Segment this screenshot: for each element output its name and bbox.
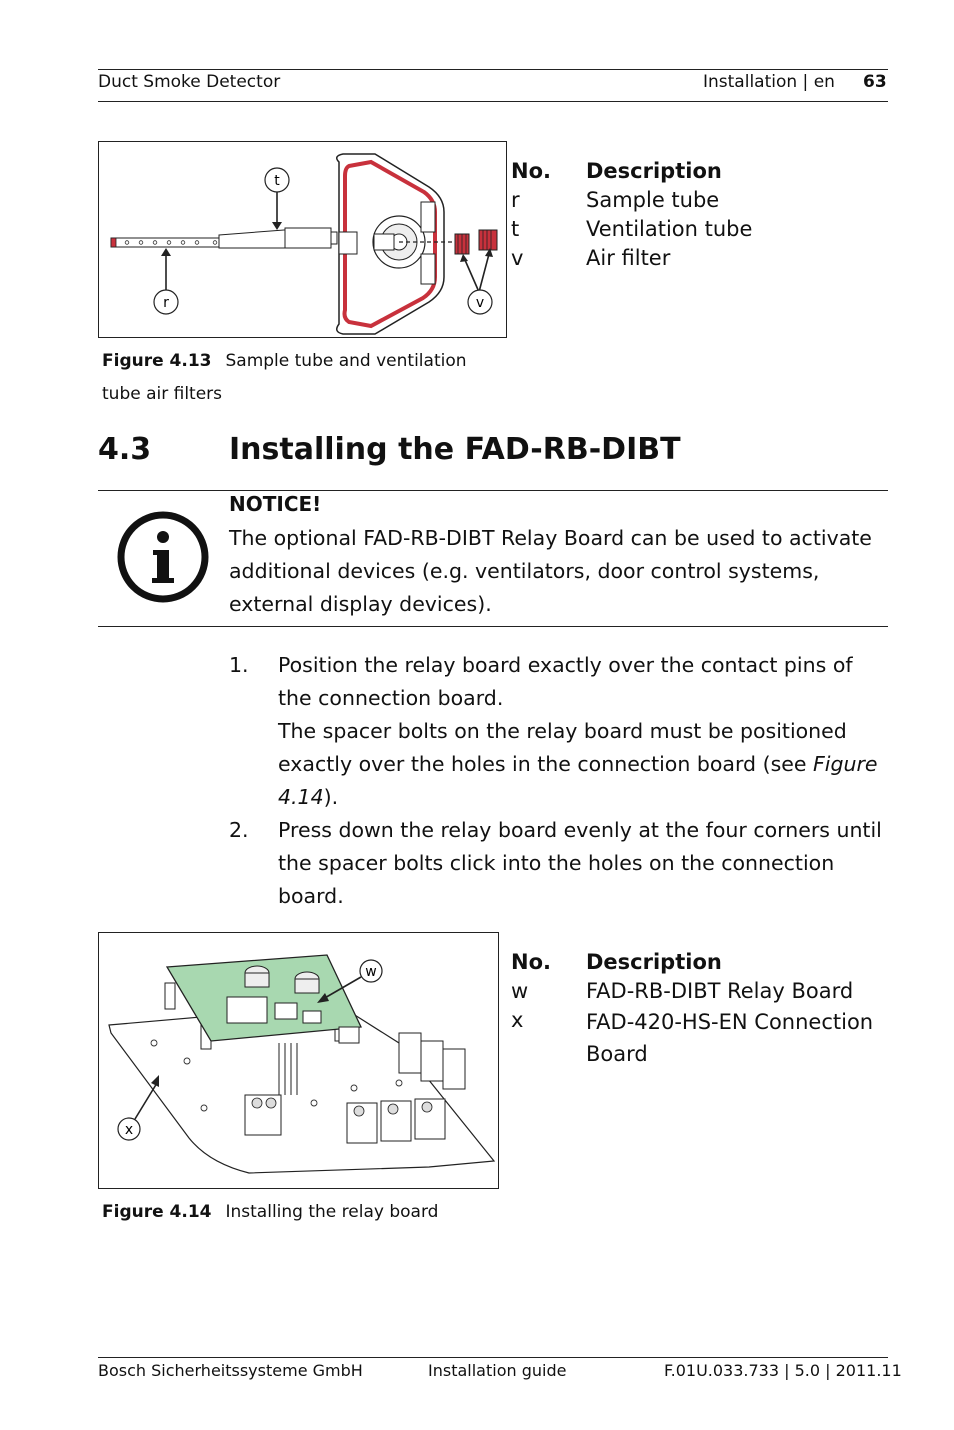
- figure-4-13-image: [98, 141, 507, 338]
- figure-4-14-caption: [102, 1196, 502, 1229]
- header-bottom-rule: [98, 101, 888, 102]
- figure-4-13-legend: [511, 157, 886, 273]
- notice-title: NOTICE!: [229, 492, 322, 516]
- legend-row: [511, 1006, 886, 1070]
- figure-4-14-image: [98, 932, 499, 1189]
- legend-col-no: No.: [511, 159, 551, 183]
- page-number: 63: [863, 72, 887, 92]
- step-note-end: ).: [323, 785, 339, 809]
- legend-row: [511, 215, 886, 244]
- notice-bottom-rule: [98, 626, 888, 627]
- header-section: Installation | en: [703, 72, 835, 92]
- legend-col-desc: Description: [586, 950, 722, 974]
- step-note-text: The spacer bolts on the relay board must be positioned exactly over the holes in the connection board (see: [278, 719, 847, 776]
- callout-w: w: [365, 964, 377, 980]
- steps-list: [229, 649, 889, 913]
- relay-board-illustration: [99, 933, 498, 1188]
- caption-text: Sample tube and ventilation: [225, 351, 467, 371]
- footer-company: Bosch Sicherheitssysteme GmbH: [98, 1361, 363, 1380]
- sample-tube-illustration: [99, 142, 506, 337]
- legend-no: t: [511, 217, 520, 241]
- callout-v: v: [475, 295, 485, 311]
- callout-x: x: [124, 1122, 134, 1138]
- legend-no: v: [511, 246, 524, 270]
- legend-desc: FAD-RB-DIBT Relay Board: [586, 979, 854, 1003]
- legend-col-no: No.: [511, 950, 551, 974]
- step-text: Press down the relay board evenly at the four corners until the spacer bolts click into the holes on the connection board.: [278, 818, 882, 908]
- legend-row: [511, 186, 886, 215]
- step-number: 1.: [229, 653, 249, 677]
- legend-desc: FAD-420-HS-EN Connection Board: [586, 1010, 874, 1066]
- info-icon: [116, 510, 210, 604]
- caption-text-cont: tube air filters: [102, 384, 223, 404]
- callout-t: t: [274, 173, 280, 189]
- footer-doc-ref: F.01U.033.733 | 5.0 | 2011.11: [664, 1361, 902, 1380]
- legend-desc: Ventilation tube: [586, 217, 753, 241]
- legend-desc: Sample tube: [586, 188, 720, 212]
- legend-no: r: [511, 188, 520, 212]
- legend-row: [511, 977, 886, 1006]
- legend-row: [511, 244, 886, 273]
- legend-no: x: [511, 1008, 524, 1032]
- legend-desc: Air filter: [586, 246, 671, 270]
- footer-doc-type: Installation guide: [428, 1361, 567, 1380]
- notice-top-rule: [98, 490, 888, 491]
- section-title: Installing the FAD-RB-DIBT: [229, 432, 681, 467]
- notice-text: The optional FAD-RB-DIBT Relay Board can be used to activate additional devices (e.g. ventilators, door control systems, external display devices).: [229, 526, 872, 616]
- figure-4-14-legend: [511, 948, 886, 1070]
- step-item: [229, 814, 889, 913]
- figure-reference-link[interactable]: Figure 4.14: [278, 752, 878, 809]
- figure-4-13-caption: [102, 345, 502, 411]
- callout-r: r: [163, 295, 169, 311]
- caption-label: Figure 4.14: [102, 1202, 212, 1222]
- legend-header-row: [511, 157, 886, 186]
- step-number: 2.: [229, 818, 249, 842]
- footer-rule: [98, 1357, 888, 1358]
- legend-no: w: [511, 979, 529, 1003]
- step-item: [229, 649, 889, 814]
- caption-text: Installing the relay board: [225, 1202, 439, 1222]
- step-note: [278, 715, 889, 814]
- caption-label: Figure 4.13: [102, 351, 212, 371]
- legend-header-row: [511, 948, 886, 977]
- section-number: 4.3: [98, 432, 152, 467]
- legend-col-desc: Description: [586, 159, 722, 183]
- header-doc-title: Duct Smoke Detector: [98, 72, 281, 92]
- step-text: Position the relay board exactly over the contact pins of the connection board.: [278, 653, 853, 710]
- header-top-rule: [98, 69, 888, 70]
